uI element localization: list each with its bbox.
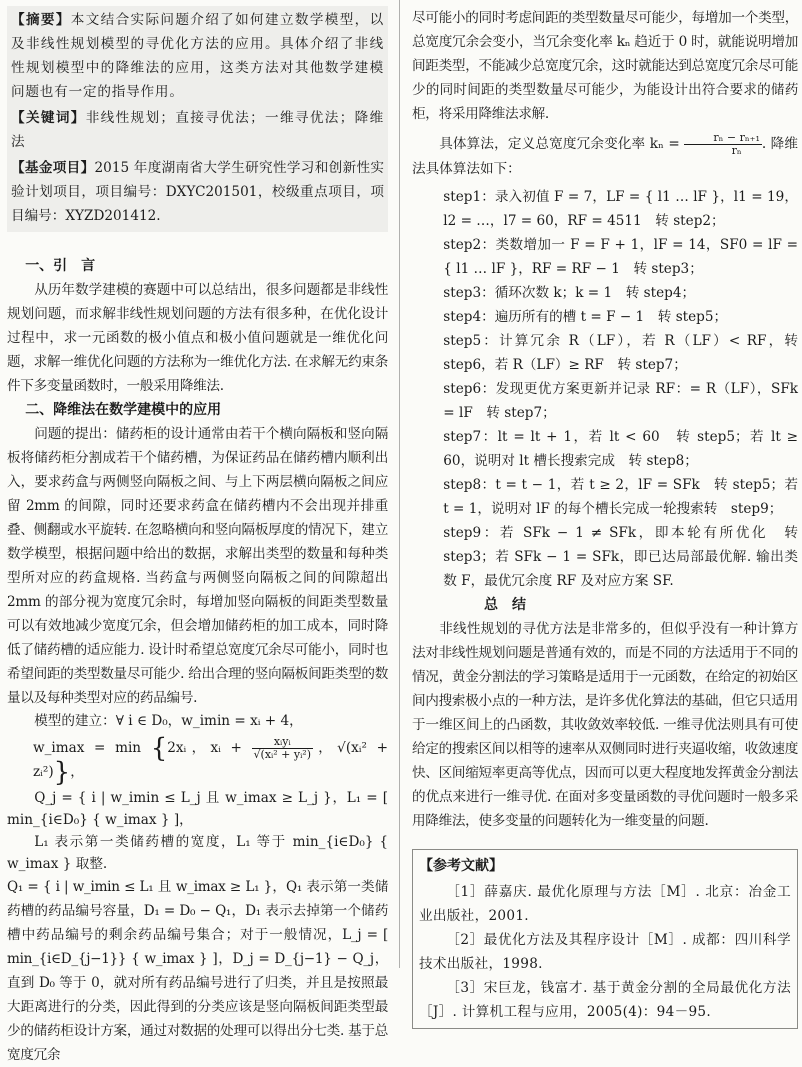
fund-label: 【基金项目】 bbox=[11, 160, 95, 176]
conclusion-heading: 总 结 bbox=[484, 597, 526, 613]
step-line: step1：录入初值 F = 7，LF = { l1 … lF }，l1 = 19，l2 = …，l7 = 60，RF = 4511 转 step2； bbox=[443, 189, 798, 229]
step-line: step5：计算冗余 R（LF），若 R（LF）< RF，转 step6，若 R（LF）≥ RF 转 step7； bbox=[443, 333, 798, 373]
wimax-frac-den: √(xᵢ² + yᵢ²) bbox=[253, 748, 311, 761]
wimax-lhs: w_imax = min bbox=[33, 740, 142, 756]
qj-line: Q_j = { i | w_imin ≤ L_j 且 w_imax ≥ L_j }，L₁ = [ min_{i∈D₀} { w_imax } ]， bbox=[7, 790, 388, 828]
step-line: step7：lt = lt + 1，若 lt < 60 转 step5；若 lt ≥ 60，说明对 lt 槽长搜索完成 转 step8； bbox=[443, 429, 798, 469]
column-divider bbox=[399, 0, 400, 968]
algorithm-intro bbox=[412, 132, 798, 181]
step-line: step2：类数增加一 F = F + 1，lF = 14，SF0 = lF = { l1 … lF }，RF = RF − 1 转 step3； bbox=[443, 237, 798, 277]
algorithm-intro-b: . 降维法具体算法如下： bbox=[412, 136, 798, 177]
wimax-frac-num: xᵢyᵢ bbox=[252, 736, 313, 749]
wimax-term3: ，√(xᵢ² + zᵢ²) bbox=[33, 740, 388, 780]
section-2-paragraph: 问题的提出：储药柜的设计通常由若干个横向隔板和竖向隔板将储药柜分割成若干个储药槽，为保证药品在储药槽内顺利出入，要求药盒与两侧竖向隔板之间、与上下两层横向隔板之间应留 2mm 的间隙，同时还要求药盒在储药槽内不会出现并排重叠、侧翻或水平旋转. 在忽略横向和竖向隔板厚度的情况下，建立数学模型，根据问题中给出的数据，求解出类型的数量和每种类型所对应的药盒规格. 当药盒与两侧竖向隔板之间的间隙超出 2mm 的部分视为宽度冗余时，每增加竖向隔板的间距类型数量可以有效地减少宽度冗余，但会增加储药柜的加工成本，同时降低了储药槽的适应能力. 设计时希望总宽度冗余尽可能小，同时也希望间距的类型数量尽可能少. 给出合理的竖向隔板间距类型的数量以及每种类型对应的药品编号. bbox=[7, 426, 388, 706]
brace-close: } bbox=[53, 757, 71, 788]
algorithm-steps bbox=[412, 185, 798, 593]
step-line: step9：若 SFk − 1 ≠ SFk，即本轮有所优化 转 step3；若 SFk − 1 = SFk，即已达局部最优解. 输出类数 F，最优冗余度 RF 及对应方案 SF. bbox=[443, 525, 798, 589]
l1-line: L₁ 表示第一类储药槽的宽度，L₁ 等于 min_{i∈D₀} { w_imax } 取整. bbox=[7, 834, 388, 872]
model-line: 模型的建立：∀ i ∈ D₀，w_imin = xᵢ + 4， bbox=[34, 713, 303, 729]
references-heading: 【参考文献】 bbox=[419, 858, 503, 874]
wimax-fraction bbox=[252, 736, 313, 761]
continued-paragraph: 尽可能小的同时考虑间距的类型数量尽可能少，每增加一个类型，总宽度冗余会变小，当冗余变化率 kₙ 趋近于 0 时，就能说明增加间距类型，不能减少总宽度冗余，这时就能达到总宽度冗余尽可能少的同时间距的类型数量尽可能少，为能设计出符合要求的储药柜，将采用降维法求解. bbox=[412, 10, 798, 122]
section-1-paragraph: 从历年数学建模的赛题中可以总结出，很多问题都是非线性规划问题，而求解非线性规划问题的方法有很多种，在优化设计过程中，求一元函数的极小值点和极小值问题就是一维优化问题，求解一维优化问题的方法称为一维优化方法. 在求解无约束条件下多变量函数时，一般采用降维法. bbox=[7, 282, 388, 394]
kn-frac-num: rₙ − rₙ₊₁ bbox=[684, 132, 762, 145]
step-line: step8：t = t − 1，若 t ≥ 2，lF = SFk 转 step5；若 t = 1，说明对 lF 的每个槽长完成一轮搜索转 step9； bbox=[443, 477, 798, 517]
keywords-label: 【关键词】 bbox=[11, 110, 86, 126]
keywords bbox=[11, 106, 384, 154]
brace-open: { bbox=[150, 733, 168, 764]
left-column bbox=[7, 6, 388, 1067]
conclusion-paragraph: 非线性规划的寻优方法是非常多的，但似乎没有一种计算方法对非线性规划问题是普通有效的，而是不同的方法适用于不同的情况，黄金分割法的学习策略是适用于一元函数，在给定的初始区间内搜索极小点的一种方法，是许多优化算法的基础，但它只适用于一维区间上的凸函数，其收敛效率较低. 一维寻优法则具有可使给定的搜索区间以相等的速率从双侧同时进行夹逼收缩，收敛速度快、区间缩短率更高等优点，因而可以更大程度地发挥黄金分割法的优点来进行一维寻优. 在面对多变量函数的寻优问题时一般多采用降维法，使多变量的问题转化为一维变量的问题. bbox=[412, 621, 798, 829]
keywords-text: 非线性规划；直接寻优法；一维寻优法；降维法 bbox=[11, 110, 385, 150]
wimax-formula: w_imax = min {2xᵢ，xᵢ + $\frac{\text{xᵢyᵢ}}{\text{√(xᵢ² + yᵢ²)}}$ ，√(xᵢ² + zᵢ²)}， bbox=[33, 733, 388, 788]
section-1-heading: 一、引 言 bbox=[25, 258, 96, 274]
step-line: step6：发现更优方案更新并记录 RF：= R（LF），SFk = lF 转 step7； bbox=[443, 381, 798, 421]
abstract-text: 本文结合实际问题介绍了如何建立数学模型，以及非线性规划模型的寻优化方法的应用。具体介绍了非线性规划模型中的降维法的应用，这类方法对其他数学建模问题也有一定的指导作用。 bbox=[11, 12, 384, 100]
abstract-label: 【摘要】 bbox=[11, 12, 71, 28]
kn-fraction bbox=[684, 132, 762, 157]
tail-paragraph: Q₁ = { i | w_imin ≤ L₁ 且 w_imax ≥ L₁ }，Q₁ 表示第一类储药槽的药品编号容量，D₁ = D₀ − Q₁，D₁ 表示去掉第一个储药槽中药品编号的剩余药品编号集合；对于一般情况，L_j = [ min_{i∈D_{j−1}} { w_imax } ]，D_j = D_{j−1} − Q_j，直到 D₀ 等于 0，就对所有药品编号进行了归类，并且是按照最大距离进行的分类，因此得到的分类应该是竖向隔板间距类型最少的储药柜设计方案，通过对数据的处理可以得出分七类. 基于总宽度冗余 bbox=[7, 879, 388, 1063]
kn-frac-den: rₙ bbox=[731, 144, 742, 157]
references-box bbox=[412, 849, 798, 1029]
step-line: step3：循环次数 k；k = 1 转 step4； bbox=[443, 285, 696, 301]
abstract bbox=[11, 8, 384, 104]
fund-text: 2015 年度湖南省大学生研究性学习和创新性实验计划项目，项目编号：DXYC201501，校级重点项目，项目编号：XYZD201412. bbox=[11, 160, 385, 224]
reference-item: ［3］宋巨龙，钱富才. 基于黄金分割的全局最优化方法［J］. 计算机工程与应用，2005(4)：94－95. bbox=[419, 980, 791, 1020]
abstract-box bbox=[7, 6, 388, 232]
algorithm-intro-a: 具体算法，定义总宽度冗余变化率 kₙ = bbox=[439, 136, 680, 152]
step-line: step4：遍历所有的槽 t = F − 1 转 step5； bbox=[443, 309, 728, 325]
reference-item: ［2］最优化方法及其程序设计［M］. 成都：四川科学技术出版社，1998. bbox=[419, 932, 791, 972]
right-column bbox=[412, 6, 798, 1029]
section-2-heading: 二、降维法在数学建模中的应用 bbox=[25, 402, 222, 418]
reference-item: ［1］薛嘉庆. 最优化原理与方法［M］. 北京：冶金工业出版社，2001. bbox=[419, 884, 791, 924]
wimax-term1: 2xᵢ，xᵢ + bbox=[167, 740, 242, 756]
fund bbox=[11, 156, 384, 228]
